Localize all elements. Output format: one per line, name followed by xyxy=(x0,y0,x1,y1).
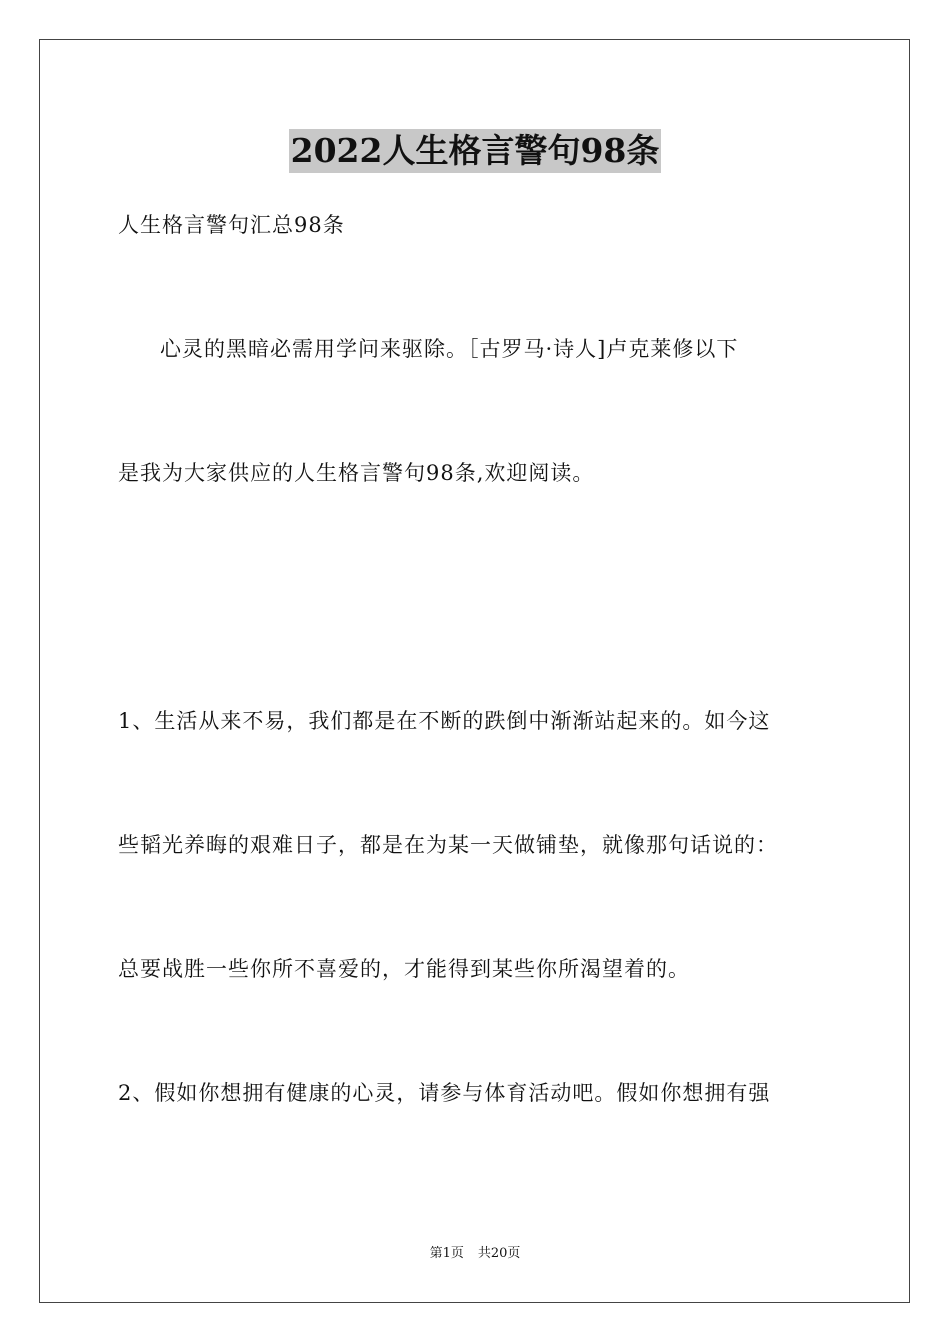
page-number: 第1页 xyxy=(429,1246,464,1261)
document-subtitle: 人生格言警句汇总98条 xyxy=(118,213,345,237)
paragraph-line: 1、生活从来不易，我们都是在不断的跌倒中渐渐站起来的。如今这 xyxy=(118,709,771,733)
document-title xyxy=(0,126,950,176)
paragraph-line: 些韬光养晦的艰难日子，都是在为某一天做铺垫，就像那句话说的： xyxy=(118,833,778,857)
page-footer xyxy=(0,1244,950,1264)
paragraph-line: 是我为大家供应的人生格言警句98条,欢迎阅读。 xyxy=(118,461,595,485)
paragraph-line: 2、假如你想拥有健康的心灵，请参与体育活动吧。假如你想拥有强 xyxy=(118,1081,771,1105)
paragraph-line: 心灵的黑暗必需用学问来驱除。［古罗马·诗人]卢克莱修以下 xyxy=(160,337,739,361)
document-title-text: 2022人生格言警句98条 xyxy=(289,129,662,173)
page-total: 共20页 xyxy=(477,1246,521,1261)
paragraph-line: 总要战胜一些你所不喜爱的，才能得到某些你所渴望着的。 xyxy=(118,957,690,981)
